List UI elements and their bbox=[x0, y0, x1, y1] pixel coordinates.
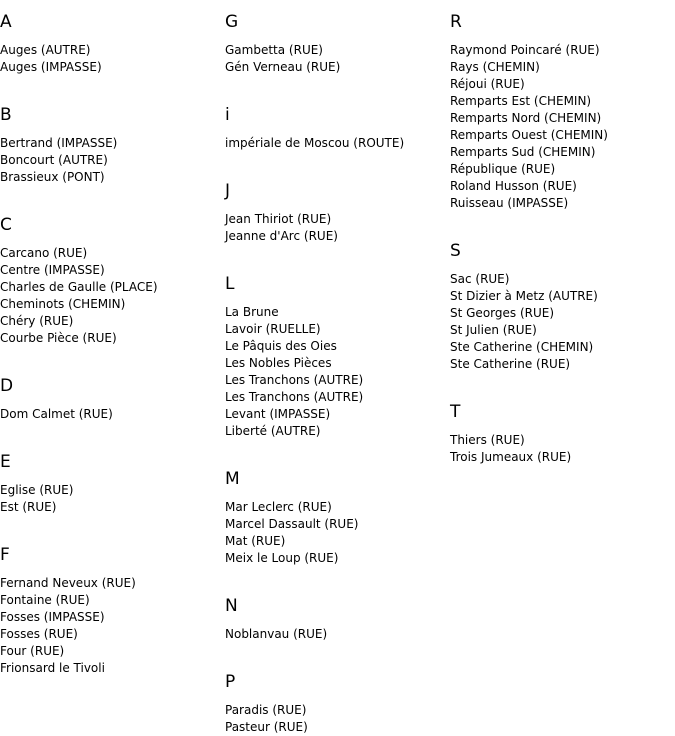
letter-group bbox=[0, 376, 222, 423]
street-list bbox=[225, 304, 447, 440]
letter-group bbox=[450, 12, 675, 212]
street-item[interactable]: Roland Husson (RUE) bbox=[450, 179, 577, 193]
street-item[interactable]: Réjoui (RUE) bbox=[450, 77, 525, 91]
street-item[interactable]: Remparts Sud (CHEMIN) bbox=[450, 145, 596, 159]
street-item[interactable]: Ruisseau (IMPASSE) bbox=[450, 196, 569, 210]
street-item[interactable]: Pasteur (RUE) bbox=[225, 720, 308, 734]
letter-heading: M bbox=[225, 469, 240, 489]
street-item[interactable]: Meix le Loup (RUE) bbox=[225, 551, 339, 565]
street-item[interactable]: Thiers (RUE) bbox=[450, 433, 525, 447]
street-item[interactable]: Fosses (RUE) bbox=[0, 627, 78, 641]
letter-heading: T bbox=[450, 402, 461, 422]
street-item[interactable]: St Georges (RUE) bbox=[450, 306, 555, 320]
street-item[interactable]: Trois Jumeaux (RUE) bbox=[450, 450, 572, 464]
street-item[interactable]: Eglise (RUE) bbox=[0, 483, 74, 497]
street-item[interactable]: Paradis (RUE) bbox=[225, 703, 307, 717]
street-item[interactable]: Les Tranchons (AUTRE) bbox=[225, 390, 364, 404]
street-item[interactable]: Chéry (RUE) bbox=[0, 314, 74, 328]
street-index-column-2 bbox=[225, 0, 447, 736]
street-item[interactable]: Fosses (IMPASSE) bbox=[0, 610, 105, 624]
letter-group bbox=[225, 469, 447, 567]
street-list bbox=[225, 626, 447, 643]
street-item[interactable]: Ste Catherine (CHEMIN) bbox=[450, 340, 594, 354]
street-item[interactable]: Raymond Poincaré (RUE) bbox=[450, 43, 600, 57]
street-item[interactable]: Auges (IMPASSE) bbox=[0, 60, 102, 74]
street-item[interactable]: Marcel Dassault (RUE) bbox=[225, 517, 359, 531]
street-index-column-3 bbox=[450, 0, 675, 466]
letter-heading: L bbox=[225, 274, 235, 294]
street-item[interactable]: Jean Thiriot (RUE) bbox=[225, 212, 332, 226]
letter-heading: E bbox=[0, 452, 11, 472]
street-item[interactable]: impériale de Moscou (ROUTE) bbox=[225, 136, 405, 150]
street-list bbox=[225, 135, 447, 152]
street-item[interactable]: Rays (CHEMIN) bbox=[450, 60, 540, 74]
street-item[interactable]: Gén Verneau (RUE) bbox=[225, 60, 341, 74]
street-item[interactable]: République (RUE) bbox=[450, 162, 556, 176]
letter-heading: P bbox=[225, 672, 236, 692]
street-item[interactable]: St Dizier à Metz (AUTRE) bbox=[450, 289, 598, 303]
street-item[interactable]: Mat (RUE) bbox=[225, 534, 286, 548]
street-item[interactable]: Centre (IMPASSE) bbox=[0, 263, 105, 277]
letter-group bbox=[0, 215, 222, 347]
letter-group bbox=[0, 12, 222, 76]
letter-group bbox=[450, 402, 675, 466]
street-item[interactable]: Fernand Neveux (RUE) bbox=[0, 576, 136, 590]
street-item[interactable]: Sac (RUE) bbox=[450, 272, 510, 286]
letter-group bbox=[0, 105, 222, 186]
street-list bbox=[450, 42, 675, 212]
street-item[interactable]: Boncourt (AUTRE) bbox=[0, 153, 108, 167]
street-list bbox=[225, 211, 447, 245]
street-list bbox=[225, 702, 447, 736]
street-item[interactable]: Noblanvau (RUE) bbox=[225, 627, 328, 641]
letter-heading: C bbox=[0, 215, 12, 235]
street-list bbox=[225, 499, 447, 567]
letter-heading: S bbox=[450, 241, 461, 261]
letter-heading: A bbox=[0, 12, 12, 32]
street-item[interactable]: Lavoir (RUELLE) bbox=[225, 322, 321, 336]
street-item[interactable]: Est (RUE) bbox=[0, 500, 57, 514]
street-item[interactable]: Courbe Pièce (RUE) bbox=[0, 331, 117, 345]
letter-heading: i bbox=[225, 105, 230, 125]
street-list bbox=[0, 575, 222, 677]
letter-heading: D bbox=[0, 376, 14, 396]
letter-group bbox=[0, 452, 222, 516]
street-item[interactable]: Cheminots (CHEMIN) bbox=[0, 297, 126, 311]
street-item[interactable]: Le Pâquis des Oies bbox=[225, 339, 337, 353]
street-item[interactable]: Mar Leclerc (RUE) bbox=[225, 500, 332, 514]
street-list bbox=[0, 406, 222, 423]
letter-heading: G bbox=[225, 12, 239, 32]
street-list bbox=[0, 482, 222, 516]
street-index-column-1 bbox=[0, 0, 222, 677]
street-item[interactable]: Fontaine (RUE) bbox=[0, 593, 90, 607]
letter-group bbox=[225, 274, 447, 440]
letter-group bbox=[225, 12, 447, 76]
letter-group bbox=[225, 181, 447, 245]
street-item[interactable]: St Julien (RUE) bbox=[450, 323, 537, 337]
street-item[interactable]: Carcano (RUE) bbox=[0, 246, 88, 260]
letter-group bbox=[225, 596, 447, 643]
street-item[interactable]: Les Nobles Pièces bbox=[225, 356, 332, 370]
street-item[interactable]: Four (RUE) bbox=[0, 644, 65, 658]
street-item[interactable]: Bertrand (IMPASSE) bbox=[0, 136, 118, 150]
street-list bbox=[0, 135, 222, 186]
letter-heading: F bbox=[0, 545, 10, 565]
street-item[interactable]: Brassieux (PONT) bbox=[0, 170, 105, 184]
street-item[interactable]: Les Tranchons (AUTRE) bbox=[225, 373, 364, 387]
letter-group bbox=[450, 241, 675, 373]
street-item[interactable]: Gambetta (RUE) bbox=[225, 43, 323, 57]
street-item[interactable]: Frionsard le Tivoli bbox=[0, 661, 105, 675]
street-item[interactable]: Remparts Ouest (CHEMIN) bbox=[450, 128, 608, 142]
street-list bbox=[450, 432, 675, 466]
street-item[interactable]: Charles de Gaulle (PLACE) bbox=[0, 280, 158, 294]
street-item[interactable]: Levant (IMPASSE) bbox=[225, 407, 331, 421]
letter-group bbox=[225, 105, 447, 152]
letter-heading: J bbox=[225, 181, 231, 201]
letter-heading: R bbox=[450, 12, 462, 32]
street-list bbox=[0, 42, 222, 76]
street-item[interactable]: Liberté (AUTRE) bbox=[225, 424, 321, 438]
street-item[interactable]: Dom Calmet (RUE) bbox=[0, 407, 113, 421]
street-list bbox=[0, 245, 222, 347]
street-item[interactable]: Ste Catherine (RUE) bbox=[450, 357, 571, 371]
letter-heading: B bbox=[0, 105, 12, 125]
letter-group bbox=[0, 545, 222, 677]
street-item[interactable]: La Brune bbox=[225, 305, 279, 319]
street-item[interactable]: Remparts Nord (CHEMIN) bbox=[450, 111, 602, 125]
street-item[interactable]: Auges (AUTRE) bbox=[0, 43, 91, 57]
street-item[interactable]: Remparts Est (CHEMIN) bbox=[450, 94, 592, 108]
street-item[interactable]: Jeanne d'Arc (RUE) bbox=[225, 229, 338, 243]
street-list bbox=[450, 271, 675, 373]
letter-group bbox=[225, 672, 447, 736]
street-list bbox=[225, 42, 447, 76]
letter-heading: N bbox=[225, 596, 238, 616]
